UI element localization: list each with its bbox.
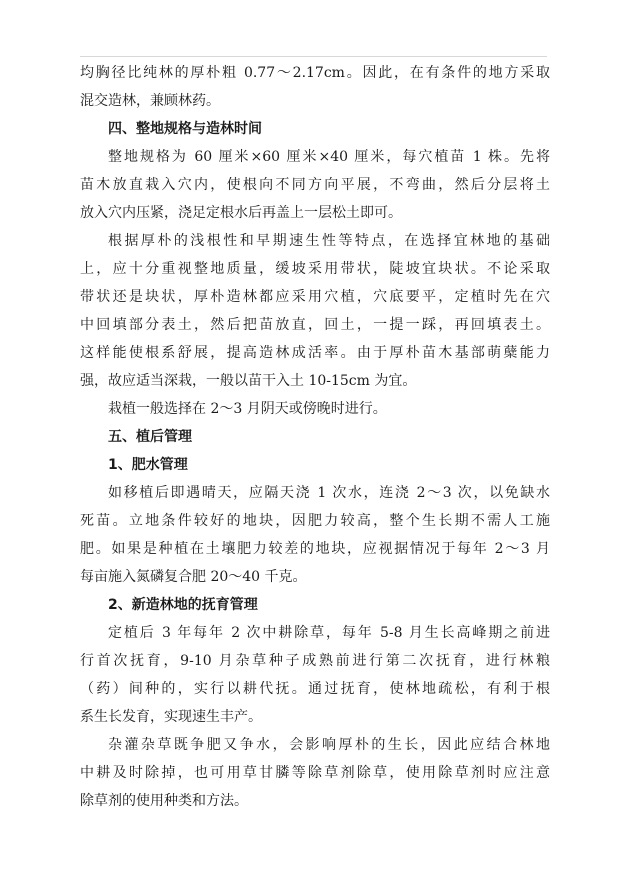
body-line: 每亩施入氮磷复合肥 20～40 千克。 [80, 569, 307, 585]
body-line: 定植后 3 年每年 2 次中耕除草，每年 5-8 月生长高峰期之前进 [108, 625, 550, 641]
body-line: 除草剂的使用种类和方法。 [80, 793, 248, 809]
section-heading: 四、整地规格与造林时间 [108, 121, 262, 137]
header-rule [80, 56, 547, 57]
body-line: 上，应十分重视整地质量，缓坡采用带状，陡坡宜块状。不论采取 [80, 261, 550, 277]
body-line: 这样能使根系舒展，提高造林成活率。由于厚朴苗木基部萌蘖能力 [80, 345, 550, 361]
body-line: 混交造林，兼顾林药。 [80, 93, 220, 109]
body-line: 系生长发育，实现速生丰产。 [80, 709, 262, 725]
body-line: 行首次抚育，9-10 月杂草种子成熟前进行第二次抚育，进行林粮 [80, 653, 550, 669]
body-line: 强，故应适当深栽，一般以苗干入土 10-15cm 为宜。 [80, 373, 417, 389]
body-line: 中耕及时除掉，也可用草甘膦等除草剂除草，使用除草剂时应注意 [80, 765, 550, 781]
section-heading: 五、植后管理 [108, 429, 192, 445]
body-line: 带状还是块状，厚朴造林都应采用穴植，穴底要平，定植时先在穴 [80, 289, 550, 305]
subsection-heading: 1、肥水管理 [108, 457, 188, 473]
body-line: 中回填部分表土，然后把苗放直，回土，一提一踩，再回填表土。 [80, 317, 550, 333]
body-line: 如移植后即遇晴天，应隔天浇 1 次水，连浇 2～3 次，以免缺水 [108, 485, 550, 501]
body-line: 栽植一般选择在 2～3 月阴天或傍晚时进行。 [108, 401, 387, 417]
body-line: 根据厚朴的浅根性和早期速生性等特点，在选择宜林地的基础 [108, 233, 550, 249]
body-line: 整地规格为 60 厘米×60 厘米×40 厘米，每穴植苗 1 株。先将 [108, 149, 550, 165]
body-line: （药）间种的，实行以耕代抚。通过抚育，使林地疏松，有利于根 [80, 681, 550, 697]
subsection-heading: 2、新造林地的抚育管理 [108, 597, 258, 613]
body-line: 肥。如果是种植在土壤肥力较差的地块，应视据情况于每年 2～3 月 [80, 541, 550, 557]
document-body [80, 59, 550, 815]
body-line: 杂灌杂草既争肥又争水，会影响厚朴的生长，因此应结合林地 [108, 737, 550, 753]
body-line: 均胸径比纯林的厚朴粗 0.77～2.17cm。因此，在有条件的地方采取 [80, 65, 550, 81]
body-line: 苗木放直栽入穴内，使根向不同方向平展，不弯曲，然后分层将土 [80, 177, 550, 193]
body-line: 死苗。立地条件较好的地块，因肥力较高，整个生长期不需人工施 [80, 513, 550, 529]
body-line: 放入穴内压紧，浇足定根水后再盖上一层松土即可。 [80, 205, 402, 221]
